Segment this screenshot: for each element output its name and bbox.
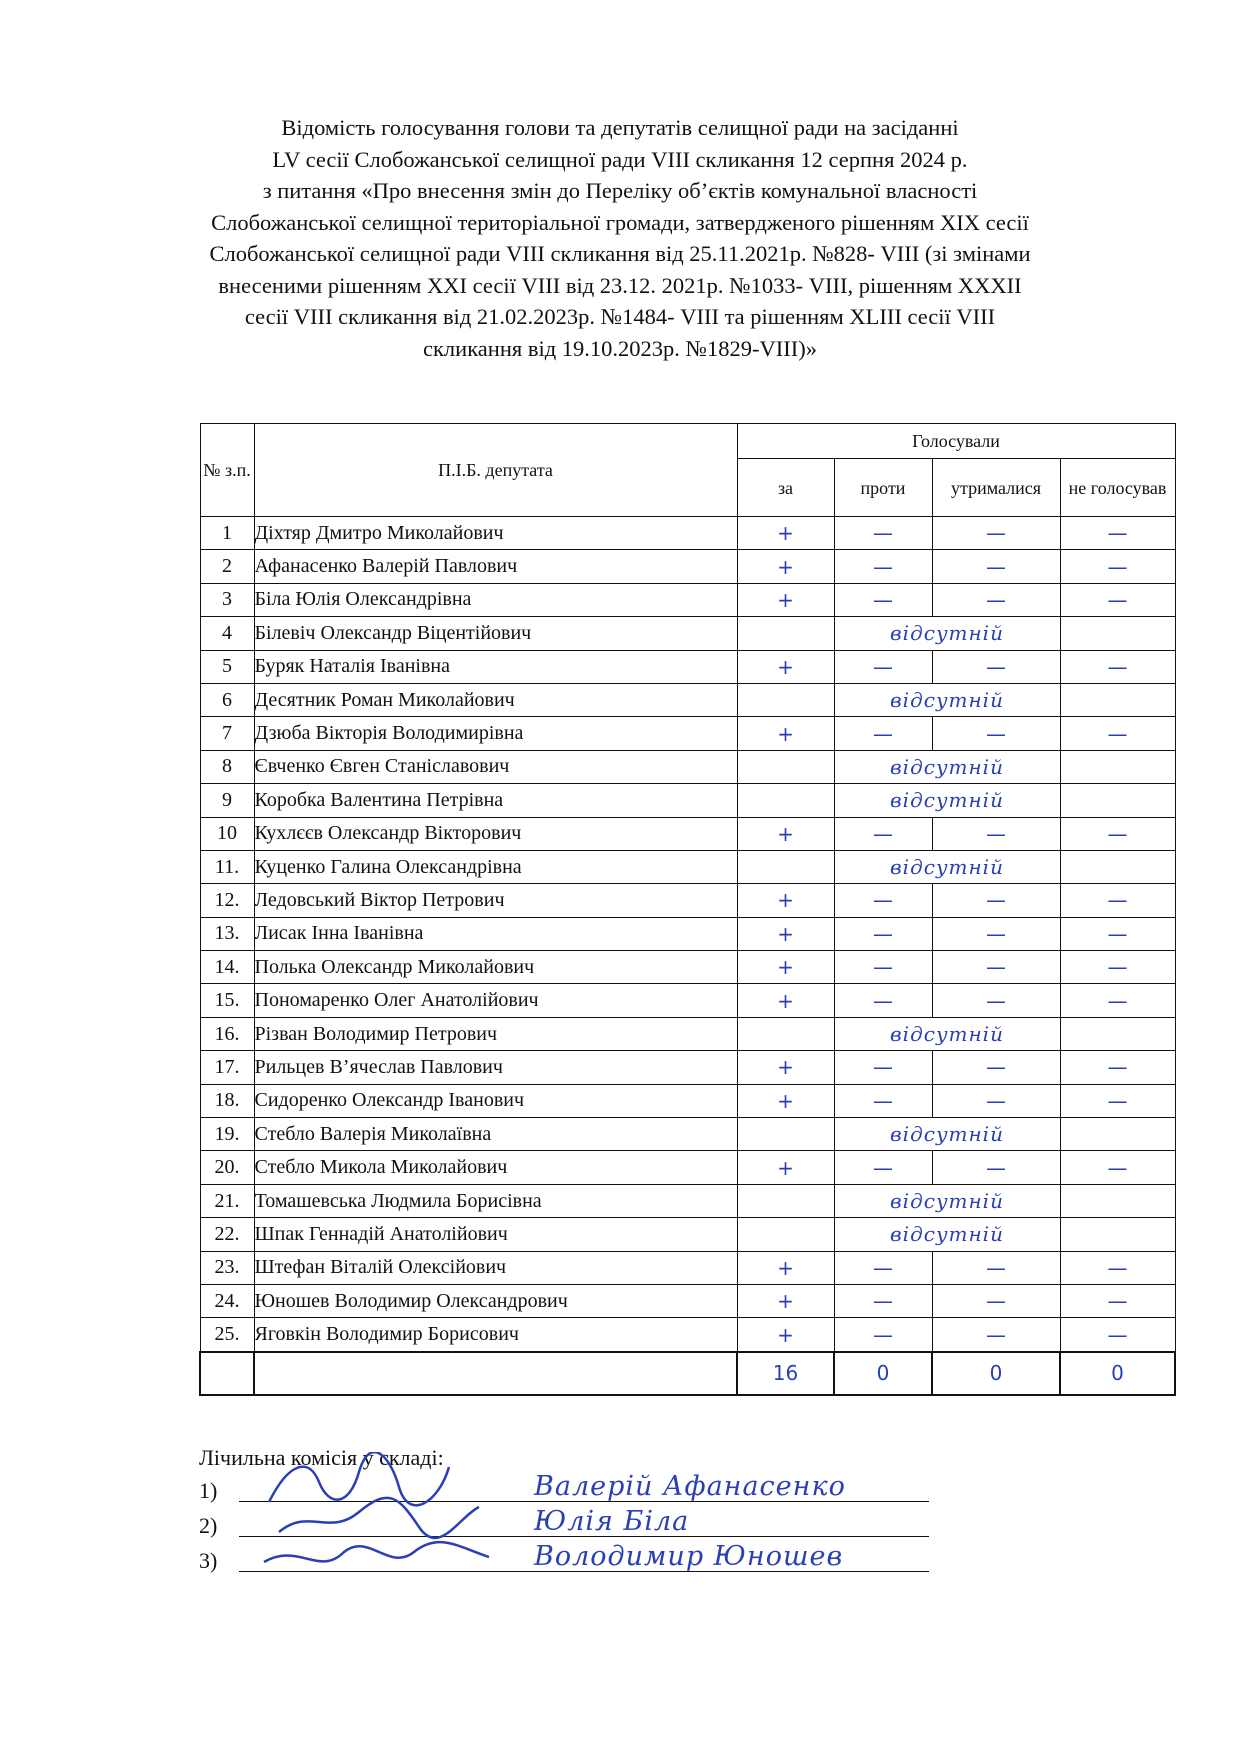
row-number: 7 <box>200 717 254 750</box>
vote-ne-holosuvav: — <box>1060 717 1175 750</box>
totals-num-cell <box>200 1352 254 1395</box>
vote-ne-holosuvav: — <box>1060 917 1175 950</box>
absent-note: відсутній <box>834 1118 1060 1151</box>
table-row <box>200 1118 1175 1151</box>
row-number: 10 <box>200 817 254 850</box>
vote-proty: — <box>834 650 932 683</box>
header-name: П.І.Б. депутата <box>254 424 737 517</box>
vote-utrymalysia: — <box>932 650 1060 683</box>
vote-ne-holosuvav: — <box>1060 817 1175 850</box>
document-title <box>150 112 1090 364</box>
vote-proty: — <box>834 1251 932 1284</box>
total-ne-holosuvav: 0 <box>1060 1352 1175 1395</box>
row-number: 13. <box>200 917 254 950</box>
row-number: 24. <box>200 1284 254 1317</box>
table-row <box>200 617 1175 650</box>
row-number: 9 <box>200 784 254 817</box>
total-utrymalysia: 0 <box>932 1352 1060 1395</box>
absent-note: відсутній <box>834 1017 1060 1050</box>
vote-za <box>737 683 834 716</box>
title-line-7: сесії VIII скликання від 21.02.2023р. №1484- VIII та рішенням XLIII сесії VIII <box>244 304 996 329</box>
vote-za <box>737 750 834 783</box>
vote-ne-holosuvav: — <box>1060 517 1175 550</box>
table-row <box>200 1251 1175 1284</box>
table-row <box>200 1084 1175 1117</box>
vote-ne-holosuvav <box>1060 617 1175 650</box>
absent-note: відсутній <box>834 750 1060 783</box>
vote-proty: — <box>834 517 932 550</box>
row-number: 19. <box>200 1118 254 1151</box>
absent-note: відсутній <box>834 1184 1060 1217</box>
vote-utrymalysia: — <box>932 984 1060 1017</box>
deputy-name: Пономаренко Олег Анатолійович <box>254 984 737 1017</box>
table-row <box>200 683 1175 716</box>
row-number: 8 <box>200 750 254 783</box>
deputy-name: Коробка Валентина Петрівна <box>254 784 737 817</box>
row-number: 17. <box>200 1051 254 1084</box>
header-utrymalysia: утрималися <box>932 459 1060 517</box>
deputy-name: Юношев Володимир Олександрович <box>254 1284 737 1317</box>
title-line-8: скликання від 19.10.2023р. №1829-VIII)» <box>423 335 817 361</box>
row-number: 25. <box>200 1318 254 1352</box>
vote-za: + <box>737 1318 834 1352</box>
table-row <box>200 517 1175 550</box>
vote-za: + <box>737 650 834 683</box>
absent-note: відсутній <box>834 683 1060 716</box>
signature-name: Валерій Афанасенко <box>534 1471 846 1502</box>
vote-utrymalysia: — <box>932 817 1060 850</box>
row-number: 15. <box>200 984 254 1017</box>
vote-ne-holosuvav <box>1060 1218 1175 1251</box>
deputy-name: Сидоренко Олександр Іванович <box>254 1084 737 1117</box>
vote-proty: — <box>834 583 932 616</box>
deputy-name: Штефан Віталій Олексійович <box>254 1251 737 1284</box>
vote-za <box>737 784 834 817</box>
vote-ne-holosuvav: — <box>1060 951 1175 984</box>
table-row <box>200 850 1175 883</box>
vote-proty: — <box>834 550 932 583</box>
vote-proty: — <box>834 951 932 984</box>
vote-za: + <box>737 984 834 1017</box>
title-line-6: внесеними рішенням XXI сесії VIII від 23.12. 2021р. №1033- VIII, рішенням XXXII <box>218 272 1022 298</box>
deputy-name: Стебло Микола Миколайович <box>254 1151 737 1184</box>
vote-za: + <box>737 884 834 917</box>
vote-za: + <box>737 917 834 950</box>
deputy-name: Томашевська Людмила Борисівна <box>254 1184 737 1217</box>
vote-ne-holosuvav: — <box>1060 1084 1175 1117</box>
vote-utrymalysia: — <box>932 917 1060 950</box>
vote-utrymalysia: — <box>932 1051 1060 1084</box>
vote-proty: — <box>834 1084 932 1117</box>
row-number: 11. <box>200 850 254 883</box>
vote-za: + <box>737 583 834 616</box>
row-number: 2 <box>200 550 254 583</box>
vote-proty: — <box>834 817 932 850</box>
vote-ne-holosuvav: — <box>1060 583 1175 616</box>
counting-commission-label: Лічильна комісія у складі: <box>199 1445 444 1470</box>
absent-note: відсутній <box>834 1218 1060 1251</box>
vote-utrymalysia: — <box>932 550 1060 583</box>
vote-ne-holosuvav <box>1060 1184 1175 1217</box>
vote-za: + <box>737 717 834 750</box>
totals-row <box>200 1352 1175 1395</box>
vote-ne-holosuvav <box>1060 850 1175 883</box>
vote-proty: — <box>834 884 932 917</box>
totals-name-cell <box>254 1352 737 1395</box>
signature-name: Юлія Біла <box>534 1506 690 1537</box>
vote-ne-holosuvav: — <box>1060 650 1175 683</box>
row-number: 20. <box>200 1151 254 1184</box>
deputy-name: Лисак Інна Іванівна <box>254 917 737 950</box>
signature-number: 3) <box>199 1548 218 1573</box>
absent-note: відсутній <box>834 617 1060 650</box>
vote-utrymalysia: — <box>932 1318 1060 1352</box>
deputy-name: Ледовський Віктор Петрович <box>254 884 737 917</box>
deputy-name: Шпак Геннадій Анатолійович <box>254 1218 737 1251</box>
vote-ne-holosuvav: — <box>1060 1318 1175 1352</box>
vote-ne-holosuvav: — <box>1060 1151 1175 1184</box>
vote-proty: — <box>834 1318 932 1352</box>
vote-ne-holosuvav: — <box>1060 1284 1175 1317</box>
table-row <box>200 550 1175 583</box>
signature-row-3 <box>199 1540 959 1576</box>
vote-ne-holosuvav: — <box>1060 984 1175 1017</box>
vote-utrymalysia: — <box>932 1151 1060 1184</box>
signature-number: 1) <box>199 1478 218 1503</box>
table-row <box>200 1051 1175 1084</box>
vote-proty: — <box>834 917 932 950</box>
row-number: 6 <box>200 683 254 716</box>
table-row <box>200 1017 1175 1050</box>
deputy-name: Різван Володимир Петрович <box>254 1017 737 1050</box>
vote-utrymalysia: — <box>932 1251 1060 1284</box>
deputy-name: Рильцев В’ячеслав Павлович <box>254 1051 737 1084</box>
row-number: 21. <box>200 1184 254 1217</box>
deputy-name: Діхтяр Дмитро Миколайович <box>254 517 737 550</box>
table-row <box>200 1318 1175 1352</box>
title-line-1: Відомість голосування голови та депутатів селищної ради на засіданні <box>281 115 959 140</box>
deputy-name: Біла Юлія Олександрівна <box>254 583 737 616</box>
table-row <box>200 884 1175 917</box>
deputy-name: Стебло Валерія Миколаївна <box>254 1118 737 1151</box>
title-line-3: з питання «Про внесення змін до Переліку об’єктів комунальної власності <box>262 178 978 203</box>
row-number: 3 <box>200 583 254 616</box>
table-row <box>200 1184 1175 1217</box>
row-number: 12. <box>200 884 254 917</box>
table-row <box>200 1151 1175 1184</box>
voting-table-body <box>200 517 1175 1352</box>
vote-proty: — <box>834 1151 932 1184</box>
title-line-5: Слобожанської селищної ради VIII скликання від 25.11.2021р. №828- VIII (зі змінами <box>209 241 1031 266</box>
vote-za <box>737 1017 834 1050</box>
signature-number: 2) <box>199 1513 218 1538</box>
title-line-4: Слобожанської селищної територіальної громади, затвердженого рішенням XIX сесії <box>211 209 1029 235</box>
header-number <box>200 424 254 517</box>
vote-proty: — <box>834 1051 932 1084</box>
vote-za: + <box>737 1051 834 1084</box>
vote-ne-holosuvav <box>1060 750 1175 783</box>
vote-utrymalysia: — <box>932 884 1060 917</box>
table-row <box>200 1284 1175 1317</box>
row-number: 23. <box>200 1251 254 1284</box>
total-proty: 0 <box>834 1352 932 1395</box>
row-number: 5 <box>200 650 254 683</box>
vote-za: + <box>737 517 834 550</box>
row-number: 16. <box>200 1017 254 1050</box>
vote-ne-holosuvav <box>1060 1017 1175 1050</box>
vote-za: + <box>737 951 834 984</box>
deputy-name: Євченко Євген Станіславович <box>254 750 737 783</box>
table-row <box>200 784 1175 817</box>
table-row <box>200 817 1175 850</box>
table-row <box>200 1218 1175 1251</box>
table-row <box>200 717 1175 750</box>
row-number: 1 <box>200 517 254 550</box>
deputy-name: Куценко Галина Олександрівна <box>254 850 737 883</box>
row-number: 14. <box>200 951 254 984</box>
table-row <box>200 984 1175 1017</box>
vote-ne-holosuvav <box>1060 683 1175 716</box>
deputy-name: Яговкін Володимир Борисович <box>254 1318 737 1352</box>
title-line-2: LV сесії Слобожанської селищної ради VIII скликання 12 серпня 2024 р. <box>272 146 968 172</box>
vote-ne-holosuvav: — <box>1060 550 1175 583</box>
deputy-name: Десятник Роман Миколайович <box>254 683 737 716</box>
total-za: 16 <box>737 1352 834 1395</box>
vote-za <box>737 850 834 883</box>
vote-utrymalysia: — <box>932 517 1060 550</box>
vote-za: + <box>737 1151 834 1184</box>
signature-scribble-icon <box>249 1522 509 1582</box>
vote-ne-holosuvav: — <box>1060 1251 1175 1284</box>
vote-ne-holosuvav: — <box>1060 884 1175 917</box>
vote-proty: — <box>834 984 932 1017</box>
row-number: 18. <box>200 1084 254 1117</box>
vote-proty: — <box>834 1284 932 1317</box>
table-row <box>200 750 1175 783</box>
table-row <box>200 951 1175 984</box>
deputy-name: Білевіч Олександр Віцентійович <box>254 617 737 650</box>
voting-table <box>199 423 1176 1396</box>
deputy-name: Дзюба Вікторія Володимирівна <box>254 717 737 750</box>
table-row <box>200 650 1175 683</box>
vote-utrymalysia: — <box>932 1084 1060 1117</box>
signature-name: Володимир Юношев <box>534 1541 844 1572</box>
row-number: 22. <box>200 1218 254 1251</box>
vote-za <box>737 1218 834 1251</box>
header-voted: Голосували <box>737 424 1175 459</box>
deputy-name: Афанасенко Валерій Павлович <box>254 550 737 583</box>
vote-za: + <box>737 1251 834 1284</box>
header-number-label: № з.п. <box>203 460 251 480</box>
header-ne-holosuvav: не голосував <box>1060 459 1175 517</box>
header-proty: проти <box>834 459 932 517</box>
vote-za <box>737 617 834 650</box>
vote-ne-holosuvav <box>1060 1118 1175 1151</box>
vote-za: + <box>737 817 834 850</box>
row-number: 4 <box>200 617 254 650</box>
vote-za <box>737 1184 834 1217</box>
absent-note: відсутній <box>834 850 1060 883</box>
vote-za <box>737 1118 834 1151</box>
table-row <box>200 917 1175 950</box>
vote-utrymalysia: — <box>932 951 1060 984</box>
vote-proty: — <box>834 717 932 750</box>
vote-utrymalysia: — <box>932 1284 1060 1317</box>
vote-utrymalysia: — <box>932 583 1060 616</box>
vote-za: + <box>737 1284 834 1317</box>
header-za: за <box>737 459 834 517</box>
deputy-name: Кухлєєв Олександр Вікторович <box>254 817 737 850</box>
vote-za: + <box>737 1084 834 1117</box>
deputy-name: Полька Олександр Миколайович <box>254 951 737 984</box>
deputy-name: Буряк Наталія Іванівна <box>254 650 737 683</box>
vote-ne-holosuvav <box>1060 784 1175 817</box>
absent-note: відсутній <box>834 784 1060 817</box>
vote-utrymalysia: — <box>932 717 1060 750</box>
vote-za: + <box>737 550 834 583</box>
table-row <box>200 583 1175 616</box>
vote-ne-holosuvav: — <box>1060 1051 1175 1084</box>
